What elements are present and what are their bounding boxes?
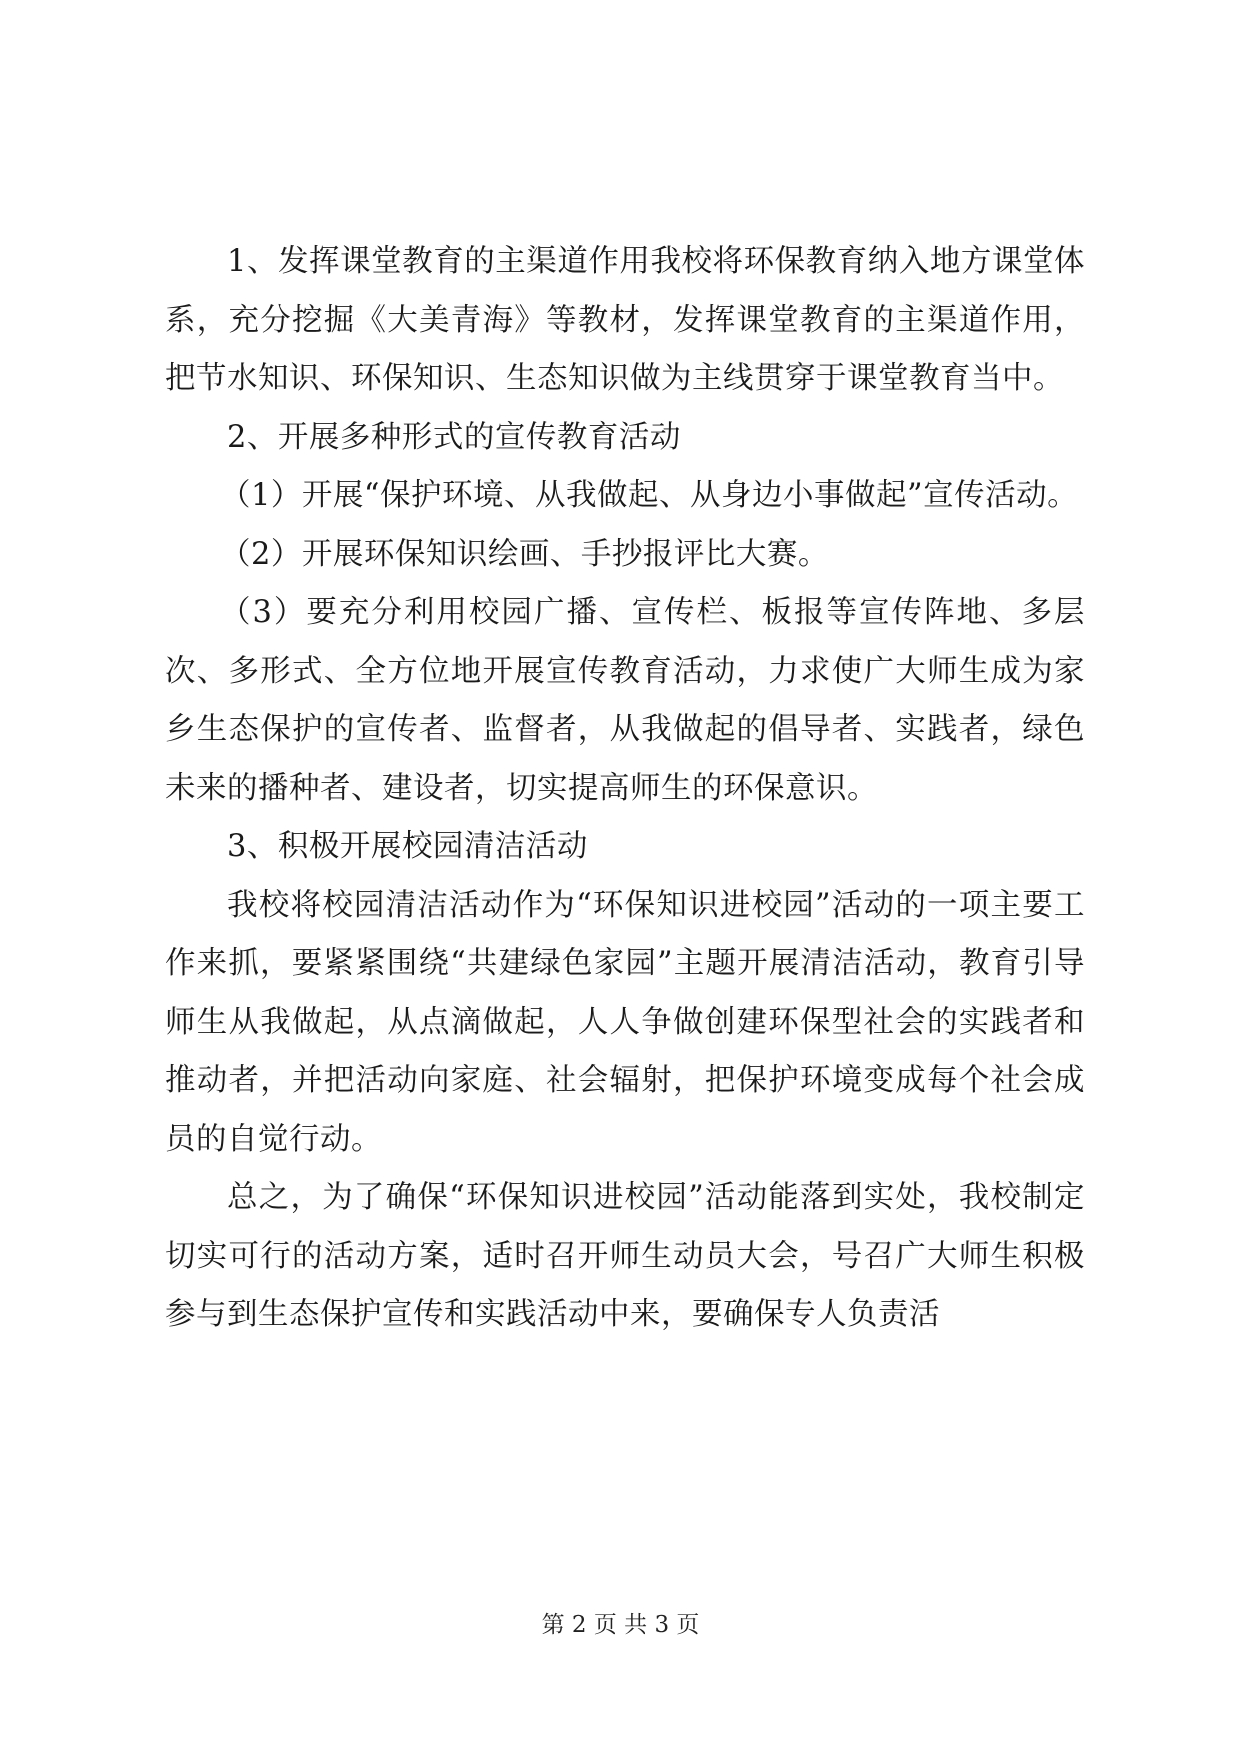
paragraph-cleaning-activity: 我校将校园清洁活动作为“环保知识进校园”活动的一项主要工作来抓，要紧紧围绕“共建绿色家园”主题开展清洁活动，教育引导师生从我做起，从点滴做起，人人争做创建环保型社会的实践者和推动者，并把活动向家庭、社会辐射，把保护环境变成每个社会成员的自觉行动。 <box>165 887 1085 1157</box>
document-body <box>165 233 1085 1345</box>
paragraph-item-2: （2）开展环保知识绘画、手抄报评比大赛。 <box>220 536 829 572</box>
paragraph-item-1: （1）开展“保护环境、从我做起、从身边小事做起”宣传活动。 <box>220 478 1079 513</box>
paragraph-item-3: （3）要充分利用校园广播、宣传栏、板报等宣传阵地、多层次、多形式、全方位地开展宣传教育活动，力求使广大师生成为家乡生态保护的宣传者、监督者，从我做起的倡导者、实践者，绿色未来的播种者、建设者，切实提高师生的环保意识。 <box>165 595 1085 806</box>
paragraph-heading-publicity: 2、开展多种形式的宣传教育活动 <box>227 419 681 455</box>
paragraph-classroom-education: 1、发挥课堂教育的主渠道作用我校将环保教育纳入地方课堂体系，充分挖掘《大美青海》等教材，发挥课堂教育的主渠道作用，把节水知识、环保知识、生态知识做为主线贯穿于课堂教育当中。 <box>165 244 1085 396</box>
paragraph-heading-cleaning: 3、积极开展校园清洁活动 <box>227 829 588 864</box>
paragraph-summary: 总之，为了确保“环保知识进校园”活动能落到实处，我校制定切实可行的活动方案，适时召开师生动员大会，号召广大师生积极参与到生态保护宣传和实践活动中来，要确保专人负责活 <box>165 1180 1085 1332</box>
page-number-footer: 第 2 页 共 3 页 <box>541 1612 700 1638</box>
